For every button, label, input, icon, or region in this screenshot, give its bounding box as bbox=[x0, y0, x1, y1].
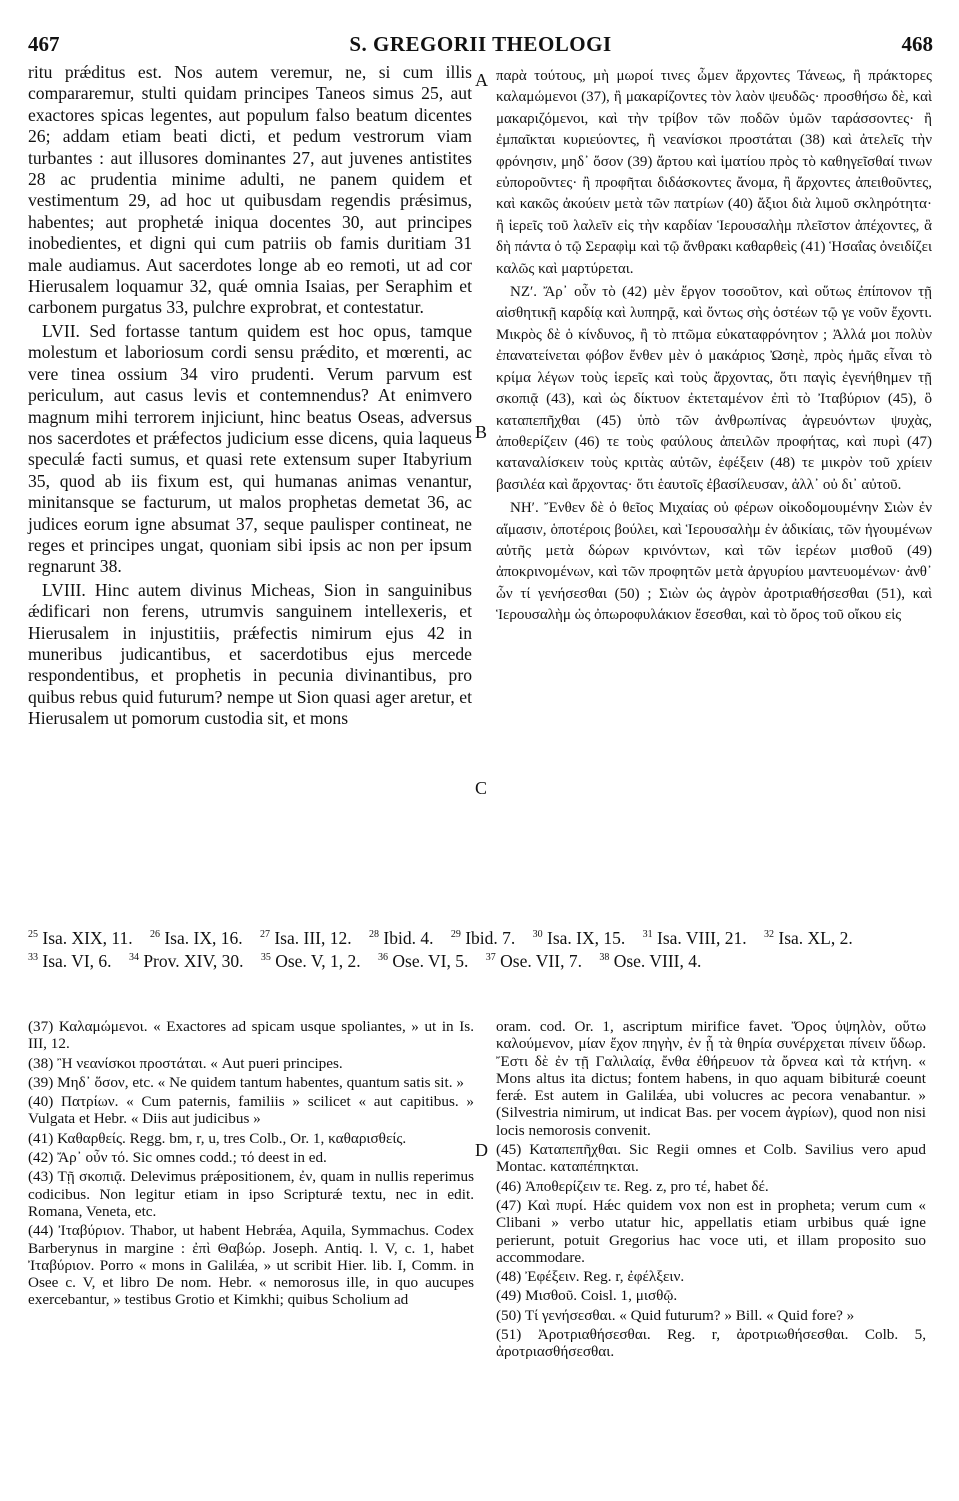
greek-column bbox=[496, 66, 932, 627]
reference-text: Isa. XIX, 11. bbox=[42, 927, 133, 948]
scripture-reference bbox=[261, 951, 361, 971]
latin-paragraph-2: LVII. Sed fortasse tantum quidem est hoc opus, tamque molestum et laboriosum cordi sensu prǽdito, et mœrenti, ac vere tinea ossium 34 viro prudenti. Verum parvum est periculum, aut casus levis et contemnendus? At enimvero magnum mihi terrorem injiciunt, hinc beatus Oseas, adversus nos sacerdotes et prǽfectos judicium esse dicens, quia laqueus speculǽ facti sumus, et quasi rete extensum super Itabyrium 35, quod ab iis fixum est, qui humanas animas venantur, minitansque se facturum, ut malos prophetas demetat 36, ac judices eorum igne absumat 37, seque paulisper contineat, ne reges et principes ungat, quoniam sibi ipsis ac non per ipsum regnarunt 38. bbox=[28, 320, 472, 577]
greek-paragraph-3: ΝΗʹ. Ἔνθεν δὲ ὁ θεῖος Μιχαίας οὐ φέρων οἰκοδομουμένην Σιὼν ἐν αἵμασιν, ὁποτέροις βούλει, καὶ Ἱερουσαλὴμ ἐν ἀδικίαις, τῶν ἡγουμένων αὐτῆς μετὰ δώρων κρινόντων, καὶ τῶν ἱερέων μισθοῦ (49) ἀποκρινομένων, καὶ τῶν προφητῶν μετὰ ἀργυρίου μαντευομένων· ἀνθ᾽ ὧν τί γενήσεσθαι (50) ; Σιὼν ὡς ἀγρὸν ἀροτριαθήσεσθαι (51), καὶ Ἱερουσαλὴμ ὡς ὀπωροφυλάκιον ἔσεσθαι, καὶ τὸ ὄρος τοῦ οἴκου εἰς bbox=[496, 500, 932, 624]
reference-text: Ibid. 7. bbox=[465, 927, 516, 948]
reference-text: Isa. IX, 15. bbox=[547, 927, 626, 948]
reference-number: 33 bbox=[28, 951, 38, 963]
reference-text: Ose. VI, 5. bbox=[392, 950, 469, 971]
scripture-reference bbox=[150, 928, 243, 948]
scripture-reference bbox=[369, 928, 433, 948]
scripture-reference bbox=[129, 951, 244, 971]
reference-text: Ose. VII, 7. bbox=[500, 950, 582, 971]
critical-note: (47) Καὶ πυρί. Hǽc quidem vox non est in propheta; verum cum « Clibani » verbo utatur hic, appellatis etiam urbibus quǽ igne perierunt, potuit Gregorius hac voce uti, et illam proposito suo accommodare. bbox=[496, 1196, 926, 1266]
greek-paragraph-1: παρὰ τούτους, μὴ μωροί τινες ὦμεν ἄρχοντες Τάνεως, ἢ πράκτορες καλαμώμενοι (37), ἢ μακαρίζοντες τὸν λαὸν ψευδῶς· προσθήσω δὲ, καὶ μακαριζόμενοι, καὶ τὴν τρίβον τῶν ποδῶν ὑμῶν ταράσσοντες· ἢ ἐμπαῖκται κυριεύοντες, ἢ νεανίσκοι προστάται (38) καὶ ἀτελεῖς τὴν φρόνησιν, μηδ᾽ ὅσον (39) ἄρτου καὶ ἱματίου πρὸς τὸ καθηγεῖσθαί τινων εὐποροῦντες· ἢ προφῆται διδάσκοντες ἄνομα, ἢ ἄρχοντες ἀπειθοῦντες, καὶ κακῶς ἀκούειν μετὰ τῶν πατρίων (40) ἄξιοι διὰ λιμοῦ σκληρότητα· ἢ ἱερεῖς τοῦ λαλεῖν εἰς τὴν καρδίαν Ἱερουσαλὴμ πλεῖστον ἀπέχοντες, ἃ δὴ πάντα ὁ τῷ Σεραφὶμ καὶ τῷ ἄνθρακι καθαρθεὶς (41) Ἡσαΐας ὀνειδίζει καλῶς καὶ μαρτύρεται. bbox=[496, 68, 932, 277]
reference-number: 27 bbox=[259, 929, 270, 940]
scripture-references bbox=[28, 925, 935, 971]
critical-note: (40) Πατρίων. « Cum paternis, familiis » scilicet « aut capitibus. » Vulgata et Hebr. « Diis aut judicibus » bbox=[28, 1093, 474, 1128]
reference-number: 38 bbox=[599, 951, 610, 963]
reference-text: Ose. V, 1, 2. bbox=[275, 950, 361, 971]
latin-column bbox=[28, 62, 472, 730]
scripture-reference bbox=[378, 951, 468, 971]
latin-paragraph-1: ritu prǽditus est. Nos autem veremur, ne, si cum illis compararemur, stulti quidam principes Taneos simus 25, aut exactores spicas legentes, aut populum falso beatum dicentes 26; addam etiam beati dicti, et pedum vestrorum viam turbantes : aut illusores dominantes 27, aut juvenes antistites 28 ac prudentia minime adulti, ne panem quidem et vestimentum 29, ad hoc ut quibusdam regendis prǽsimus, habentes; aut prophetǽ iniqua docentes 30, aut principes inobedientes, et digni qui cum patriis ob famis duritiam 31 male audiamus. Aut sacerdotes longe ab eo remoti, ut ad cor Hierusalem loquamur 32, quǽ omnia Isaias, per Seraphim et carbonem purgatus 33, pulchre exprobrat, et contestatur. bbox=[28, 62, 472, 318]
reference-number: 28 bbox=[369, 929, 379, 940]
critical-note: (41) Καθαρθείς. Regg. bm, r, u, tres Colb., Or. 1, καθαρισθείς. bbox=[28, 1129, 407, 1147]
critical-note: (46) Ἀποθερίζειν τε. Reg. z, pro τέ, habet δέ. bbox=[496, 1177, 769, 1195]
running-header bbox=[28, 32, 933, 58]
scripture-reference bbox=[28, 928, 133, 948]
reference-text: Ibid. 4. bbox=[383, 927, 434, 948]
reference-text: Isa. III, 12. bbox=[274, 927, 352, 948]
reference-number: 31 bbox=[642, 929, 653, 940]
scripture-reference bbox=[643, 928, 747, 948]
page-number-right: 468 bbox=[901, 32, 933, 56]
critical-note: (42) Ἄρ᾽ οὖν τό. Sic omnes codd.; τό deest in ed. bbox=[28, 1149, 327, 1167]
critical-note: (39) Μηδ᾽ ὅσον, etc. « Ne quidem tantum habentes, quantum satis sit. » bbox=[28, 1073, 464, 1091]
latin-paragraph-3: LVIII. Hinc autem divinus Micheas, Sion in sanguinibus ǽdificari non ferens, utrumvis sanguinem intellexeris, et Hierusalem in injustitiis, prǽfectis nimirum ejus 42 in muneribus judicantibus, et sacerdotibus ejus mercede respondentibus, et prophetis in pecunia divinantibus, pro quibus rebus quid futurum? nempe ut Sion quasi ager aretur, et Hierusalem ut pomorum custodia sit, et mons bbox=[28, 579, 472, 729]
reference-text: Isa. VI, 6. bbox=[42, 950, 112, 971]
scripture-reference bbox=[533, 928, 626, 948]
scripture-reference bbox=[260, 928, 352, 948]
scripture-reference bbox=[486, 951, 582, 971]
critical-note: (50) Τί γενήσεσθαι. « Quid futurum? » Bill. « Quid fore? » bbox=[496, 1306, 855, 1324]
reference-number: 30 bbox=[532, 929, 543, 940]
critical-note: (45) Καταπεπῆχθαι. Sic Regii omnes et Colb. Savilius vero apud Montac. καταπέπηκται. bbox=[496, 1141, 926, 1176]
critical-note: (44) Ἰταβύριον. Thabor, ut habent Hebrǽa, Aquila, Symmachus. Codex Barberynus in margine : ἐπὶ Θαβώρ. Joseph. Antiq. l. V, c. 1, habet Ἰταβύριον. Porro « mons in Galilǽa, » ut scribit Hier. lib. I, Comm. in Osee c. V, et libro De nom. Hebr. « nemorosus ille, in quo aucupes exercebantur, » testibus Grotio et Kimkhi; quibus Scholium ad bbox=[28, 1222, 474, 1309]
reference-text: Ose. VIII, 4. bbox=[613, 950, 702, 971]
reference-number: 26 bbox=[149, 929, 160, 940]
critical-note: (37) Καλαμώμενοι. « Exactores ad spicam usque spoliantes, » ut in Is. III, 12. bbox=[28, 1018, 474, 1053]
scripture-reference bbox=[451, 928, 515, 948]
margin-letter-a: A bbox=[475, 70, 488, 90]
scripture-reference bbox=[599, 951, 701, 971]
margin-letter-d: D bbox=[475, 1140, 488, 1160]
reference-number: 25 bbox=[28, 929, 38, 940]
scripture-reference bbox=[764, 928, 853, 948]
reference-number: 36 bbox=[378, 951, 389, 963]
running-title: S. GREGORII THEOLOGI bbox=[349, 32, 612, 56]
greek-paragraph-2: ΝΖʹ. Ἄρ᾽ οὖν τὸ (42) μὲν ἔργον τοσοῦτον, καὶ οὕτως ἐπίπονον τῇ αἰσθητικῇ καρδίᾳ καὶ λυπηρᾷ, καὶ ὄντως σὴς ὀστέων τῷ γε νοῦν ἔχοντι. Μικρὸς δὲ ὁ κίνδυνος, ἢ τὸ πτῶμα εὐκαταφρόνητον ; Ἀλλά μοι πολὺν ἐπανατείνεται φόβον ἔνθεν μὲν ὁ μακάριος Ὠσηὲ, πρὸς ἡμᾶς εἶναι τὸ κρίμα λέγων τοὺς ἱερεῖς καὶ τοὺς ἄρχοντας, ὅτι παγὶς ἐγενήθημεν τῇ σκοπιᾷ (43), καὶ ὡς δίκτυον ἐκτεταμένον ἐπὶ τὸ Ἰταβύριον (45), ὃ καταπεπῆχθαι (45) ὑπὸ τῶν ἀνθρωπίνας ἀγρευόντων ψυχὰς, ἀποθερίζειν (46) τε τοὺς φαύλους ἀπειλῶν προφήτας, καὶ πυρὶ (47) καταναλίσκειν τοὺς κριτὰς αὐτῶν, ἐφέξειν (48) τε μικρὸν τοῦ χρίειν βασιλέα καὶ ἄρχοντας· ὅτι ἑαυτοῖς ἐβασίλευσαν, ἀλλ᾽ οὐ δι᾽ αὐτοῦ. bbox=[496, 284, 932, 493]
reference-text: Isa. XL, 2. bbox=[778, 927, 853, 948]
margin-letter-c: C bbox=[475, 778, 488, 798]
reference-number: 29 bbox=[450, 929, 461, 940]
reference-text: Prov. XIV, 30. bbox=[143, 950, 244, 971]
critical-note: (51) Ἀροτριαθήσεσθαι. Reg. r, ἀροτριωθήσεσθαι. Colb. 5, ἀροτριασθήσεσθαι. bbox=[496, 1326, 926, 1361]
reference-number: 35 bbox=[260, 951, 271, 963]
critical-note: (43) Τῇ σκοπιᾷ. Delevimus prǽpositionem, ἐν, quam in nullis reperimus codicibus. Non legitur etiam in ipso Scripturǽ textu, nec in edit. Romana, Veneta, etc. bbox=[28, 1168, 474, 1220]
reference-text: Isa. IX, 16. bbox=[164, 927, 243, 948]
reference-text: Isa. VIII, 21. bbox=[657, 927, 747, 948]
critical-note: oram. cod. Or. 1, ascriptum mirifice favet. Ὄρος ὑψηλὸν, οὕτω καλούμενον, μίαν ἔχον πηγὴν, ἐν ᾗ τὰ θηρία συνέρχεται πίνειν ὕδωρ. Ἔστι δὲ ἐν τῇ Γαλιλαίᾳ, ἔνθα ἐθήρευον τὰ ὄρνεα καὶ τὰ κτήνη. « Mons altus ita dictus; fontem habens, in quo aquam bibiturǽ coeunt ferǽ. Est autem in Galilǽa, ubi volucres ac pecora venabantur. » (Silvestria nimirum, ut indicat Bas. per vocem ἀγρίων), quod non nisi locis nemorosis convenit. bbox=[496, 1018, 926, 1139]
page-number-left: 467 bbox=[28, 32, 60, 56]
critical-note: (48) Ἐφέξειν. Reg. r, ἐφέλξειν. bbox=[496, 1268, 685, 1286]
notes-column-right bbox=[496, 1018, 926, 1363]
reference-number: 32 bbox=[764, 929, 774, 940]
critical-note: (38) Ἢ νεανίσκοι προστάται. « Aut pueri principes. bbox=[28, 1054, 343, 1072]
reference-number: 37 bbox=[485, 951, 496, 963]
notes-column-left bbox=[28, 1018, 474, 1311]
margin-letter-b: B bbox=[475, 422, 488, 442]
scripture-reference bbox=[28, 951, 112, 971]
critical-note: (49) Μισθοῦ. Coisl. 1, μισθῷ. bbox=[496, 1287, 678, 1305]
reference-number: 34 bbox=[128, 951, 139, 963]
